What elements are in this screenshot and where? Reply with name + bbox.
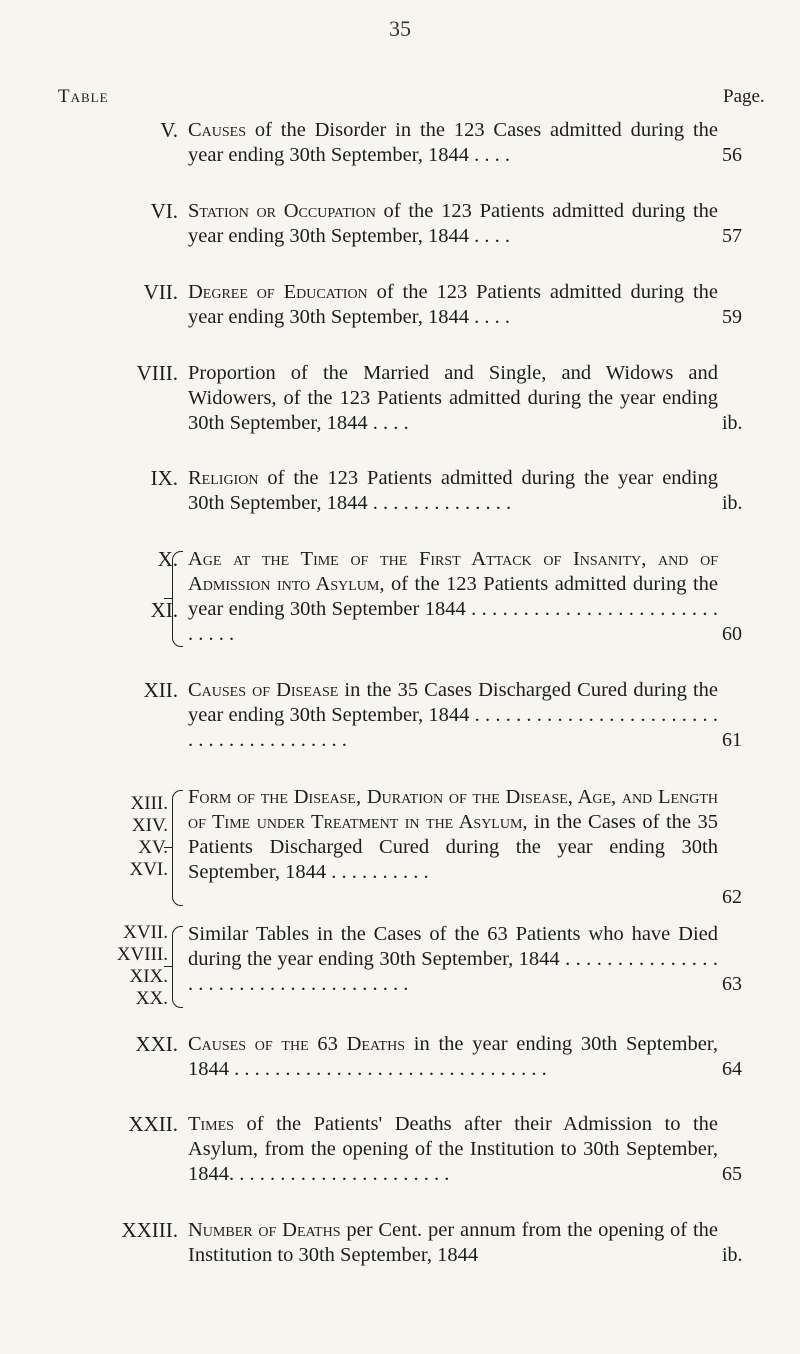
page-ref: 57 bbox=[722, 225, 742, 247]
table-number: V. bbox=[160, 118, 178, 142]
table-number: XVI. bbox=[129, 859, 168, 880]
table-number: VII. bbox=[143, 280, 178, 304]
entry-text bbox=[188, 466, 718, 516]
entry-rest: of the 123 Patients admitted during the year ending 30th September 1844 . . . . . . . . . . . . . . . . . . . . . . . . . . . . . bbox=[188, 573, 718, 645]
entry-lead: Degree of Education bbox=[188, 281, 368, 303]
entry-rest: of the 123 Patients admitted during the year ending 30th September, 1844 . . . . bbox=[188, 281, 718, 328]
entry-rest: in the 35 Cases Discharged Cured during the year ending 30th September, 1844 . . . . . . . . . . . . . . . . . . . . . . . . . . . . . . . . . . . . . . . . bbox=[188, 679, 718, 751]
entry-lead: Age at the Time of the First Attack of Insanity, and of Admission into Asylum, bbox=[188, 548, 718, 595]
table-number: XXIII. bbox=[121, 1218, 178, 1242]
entry-lead: Form of the Disease, Duration of the Disease, Age, and Length of Time under Treatment in the Asylum, bbox=[188, 786, 718, 833]
entry-text bbox=[188, 785, 718, 885]
entry-text bbox=[188, 199, 718, 249]
entry-text bbox=[188, 361, 718, 436]
entry-rest: Proportion of the Married and Single, and Widows and Widowers, of the 123 Patients admitted during the year ending 30th September, 1844 . . . . bbox=[188, 362, 718, 434]
page-ref: 62 bbox=[722, 886, 742, 908]
entry-lead: Number of Deaths bbox=[188, 1219, 341, 1241]
entry-rest: of the Patients' Deaths after their Admission to the Asylum, from the opening of the Institution to 30th September, 1844. . . . . . . . . . . . . . . . . . . . . . bbox=[188, 1113, 718, 1185]
entry-rest: Similar Tables in the Cases of the 63 Patients who have Died during the year ending 30th September, 1844 . . . . . . . . . . . . . . . . . . . . . . . . . . . . . . . . . . . . . bbox=[188, 923, 718, 995]
table-number: VIII. bbox=[136, 361, 178, 385]
table-number: XVIII. bbox=[116, 944, 168, 965]
table-number: XIII. bbox=[130, 793, 168, 814]
page-ref: 60 bbox=[722, 623, 742, 645]
entry-lead: Religion bbox=[188, 467, 259, 489]
entry-rest: of the Disorder in the 123 Cases admitted during the year ending 30th September, 1844 . . . . bbox=[188, 119, 718, 166]
grouping-brace bbox=[172, 926, 183, 1008]
entry-rest: in the year ending 30th September, 1844 . . . . . . . . . . . . . . . . . . . . . . . . . . . . . . . bbox=[188, 1033, 718, 1080]
table-number-stack bbox=[117, 922, 168, 1010]
page-ref: 65 bbox=[722, 1163, 742, 1185]
table-number: IX. bbox=[150, 466, 178, 490]
entry-lead: Causes of the 63 Deaths bbox=[188, 1033, 405, 1055]
grouping-brace bbox=[172, 790, 183, 906]
page-ref: ib. bbox=[722, 492, 743, 514]
page-number: 35 bbox=[389, 16, 411, 41]
entry-text bbox=[188, 678, 718, 753]
entry-rest: per Cent. per annum from the opening of the Institution to 30th September, 1844 bbox=[188, 1219, 718, 1266]
entry-text bbox=[188, 280, 718, 330]
page-column-header: Page. bbox=[723, 86, 765, 107]
table-number: XV. bbox=[138, 837, 168, 858]
table-number: XI. bbox=[150, 598, 178, 622]
table-number: XII. bbox=[143, 678, 178, 702]
entry-lead: Times bbox=[188, 1113, 234, 1135]
entry-rest: of the 123 Patients admitted during the year ending 30th September, 1844 . . . . bbox=[188, 200, 719, 247]
entry-text bbox=[188, 1032, 718, 1082]
table-number: XX. bbox=[135, 988, 168, 1009]
entry-text bbox=[188, 547, 718, 647]
table-number-stack bbox=[129, 793, 168, 881]
page-ref: 63 bbox=[722, 973, 742, 995]
table-number: XIV. bbox=[131, 815, 168, 836]
page-ref: ib. bbox=[722, 412, 743, 434]
page-ref: ib. bbox=[722, 1244, 743, 1266]
page-ref: 61 bbox=[722, 729, 742, 751]
entry-lead: Station or Occupation bbox=[188, 200, 376, 222]
page-ref: 56 bbox=[722, 144, 742, 166]
entry-rest: of the 123 Patients admitted during the year ending 30th September, 1844 . . . . . . . . . . . . . . bbox=[188, 467, 718, 514]
table-number: X. bbox=[157, 547, 178, 571]
entry-text bbox=[188, 118, 718, 168]
table-number: XXII. bbox=[128, 1112, 178, 1136]
table-column-header: Table bbox=[58, 86, 109, 107]
grouping-brace bbox=[172, 551, 183, 647]
page-ref: 64 bbox=[722, 1058, 742, 1080]
entry-text bbox=[188, 1218, 718, 1268]
entry-text bbox=[188, 1112, 718, 1187]
table-number: VI. bbox=[150, 199, 178, 223]
page-ref: 59 bbox=[722, 306, 742, 328]
entry-lead: Causes bbox=[188, 119, 247, 141]
table-number: XXI. bbox=[135, 1032, 178, 1056]
table-number: XIX. bbox=[129, 966, 168, 987]
entry-text bbox=[188, 922, 718, 997]
table-number: XVII. bbox=[123, 922, 168, 943]
entry-rest: in the Cases of the 35 Patients Discharged Cured during the year ending 30th September, 1844 . . . . . . . . . . bbox=[188, 811, 718, 883]
entry-lead: Causes of Disease bbox=[188, 679, 339, 701]
